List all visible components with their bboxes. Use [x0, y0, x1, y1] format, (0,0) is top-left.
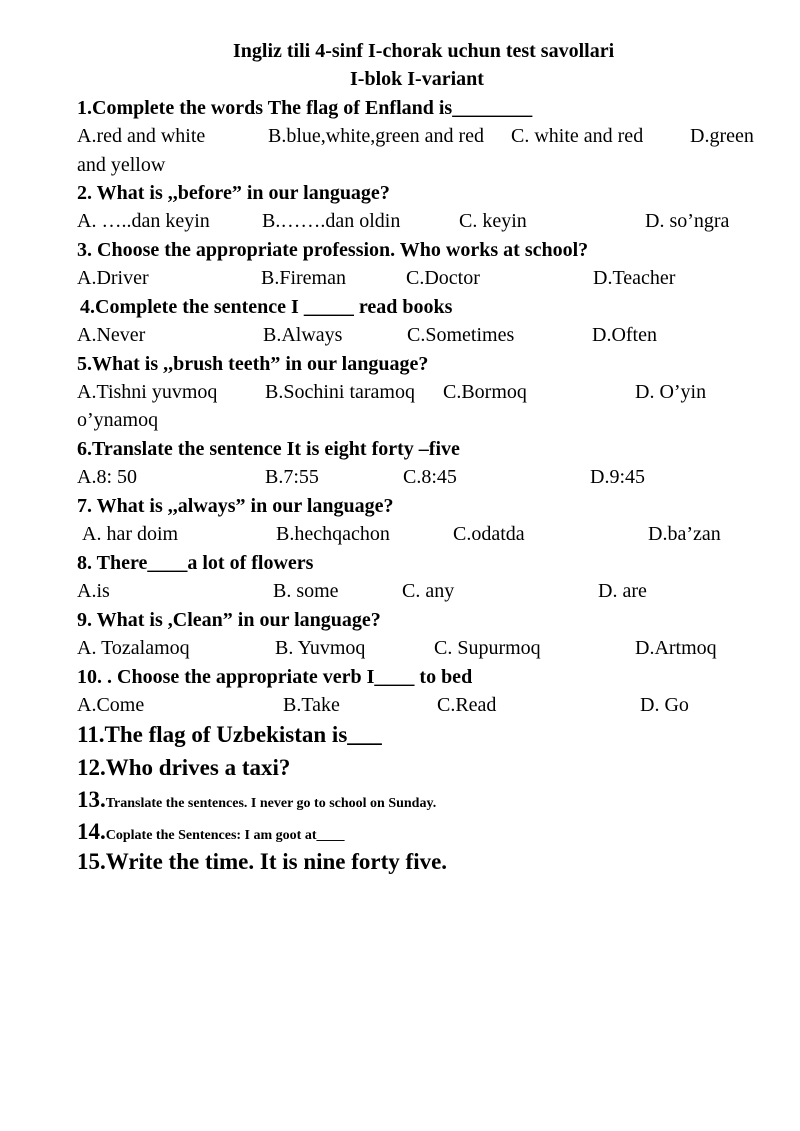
question-14-text: Coplate the Sentences: I am goot at____ — [105, 828, 345, 843]
question-7: 7. What is ,,always” in our language? — [77, 495, 394, 517]
question-13-number: 13. — [77, 787, 106, 812]
question-1-option-d: D.green — [690, 125, 754, 147]
question-4: 4.Complete the sentence I _____ read books — [80, 296, 453, 318]
question-5-option-c: C.Bormoq — [443, 381, 527, 403]
question-8-option-b: B. some — [273, 580, 339, 602]
question-7-option-b: B.hechqachon — [276, 523, 390, 545]
question-4-option-a: A.Never — [77, 324, 146, 346]
question-8-option-c: C. any — [402, 580, 455, 602]
question-1: 1.Complete the words The flag of Enfland is________ — [77, 97, 533, 119]
question-9-option-b: B. Yuvmoq — [275, 637, 366, 659]
question-8-option-a: A.is — [77, 580, 110, 602]
question-9-option-c: C. Supurmoq — [434, 637, 541, 659]
question-6-option-c: C.8:45 — [403, 466, 457, 488]
document-title: Ingliz tili 4-sinf I-chorak uchun test savollari — [233, 40, 615, 62]
question-5-option-a: A.Tishni yuvmoq — [77, 381, 218, 403]
question-10-option-c: C.Read — [437, 694, 497, 716]
question-10-option-b: B.Take — [283, 694, 340, 716]
question-1-option-c: C. white and red — [511, 125, 644, 147]
question-8-option-d: D. are — [598, 580, 647, 602]
question-11: 11.The flag of Uzbekistan is___ — [77, 722, 382, 747]
question-6: 6.Translate the sentence It is eight forty –five — [77, 438, 460, 460]
question-3-option-a: A.Driver — [77, 267, 149, 289]
question-2: 2. What is ,,before” in our language? — [77, 182, 390, 204]
question-14 — [77, 819, 345, 845]
question-3-option-c: C.Doctor — [406, 267, 480, 289]
question-3-option-d: D.Teacher — [593, 267, 676, 289]
question-13-text: Translate the sentences. I never go to school on Sunday. — [105, 796, 437, 811]
question-10: 10. . Choose the appropriate verb I____ to bed — [77, 666, 473, 688]
question-5-option-b: B.Sochini taramoq — [265, 381, 415, 403]
question-6-option-d: D.9:45 — [590, 466, 645, 488]
question-2-option-c: C. keyin — [459, 210, 527, 232]
question-6-option-a: A.8: 50 — [77, 466, 137, 488]
question-5: 5.What is ,,brush teeth” in our language? — [77, 353, 429, 375]
question-7-option-c: C.odatda — [453, 523, 525, 545]
question-4-option-d: D.Often — [592, 324, 657, 346]
question-5-option-d: D. O’yin — [635, 381, 707, 403]
question-5-option-d-continuation: o’ynamoq — [77, 409, 159, 431]
document-subtitle: I-blok I-variant — [350, 68, 484, 90]
question-9-option-d: D.Artmoq — [635, 637, 717, 659]
question-3-option-b: B.Fireman — [261, 267, 346, 289]
question-1-option-b: B.blue,white,green and red — [268, 125, 485, 147]
question-15: 15.Write the time. It is nine forty five. — [77, 849, 448, 874]
question-2-option-a: A. …..dan keyin — [77, 210, 210, 232]
question-6-option-b: B.7:55 — [265, 466, 319, 488]
question-3: 3. Choose the appropriate profession. Who works at school? — [77, 239, 589, 261]
question-10-option-a: A.Come — [77, 694, 145, 716]
question-13 — [77, 787, 436, 813]
question-14-number: 14. — [77, 819, 106, 844]
question-9-option-a: A. Tozalamoq — [77, 637, 190, 659]
question-2-option-d: D. so’ngra — [645, 210, 730, 232]
question-8: 8. There____a lot of flowers — [77, 552, 314, 574]
question-10-option-d: D. Go — [640, 694, 689, 716]
question-4-option-b: B.Always — [263, 324, 343, 346]
question-4-option-c: C.Sometimes — [407, 324, 515, 346]
question-7-option-a: A. har doim — [82, 523, 179, 545]
question-7-option-d: D.ba’zan — [648, 523, 721, 545]
question-12: 12.Who drives a taxi? — [77, 755, 291, 780]
question-1-option-a: A.red and white — [77, 125, 206, 147]
question-9: 9. What is ,Clean” in our language? — [77, 609, 381, 631]
question-2-option-b: B.…….dan oldin — [262, 210, 401, 232]
question-1-option-d-continuation: and yellow — [77, 154, 166, 176]
